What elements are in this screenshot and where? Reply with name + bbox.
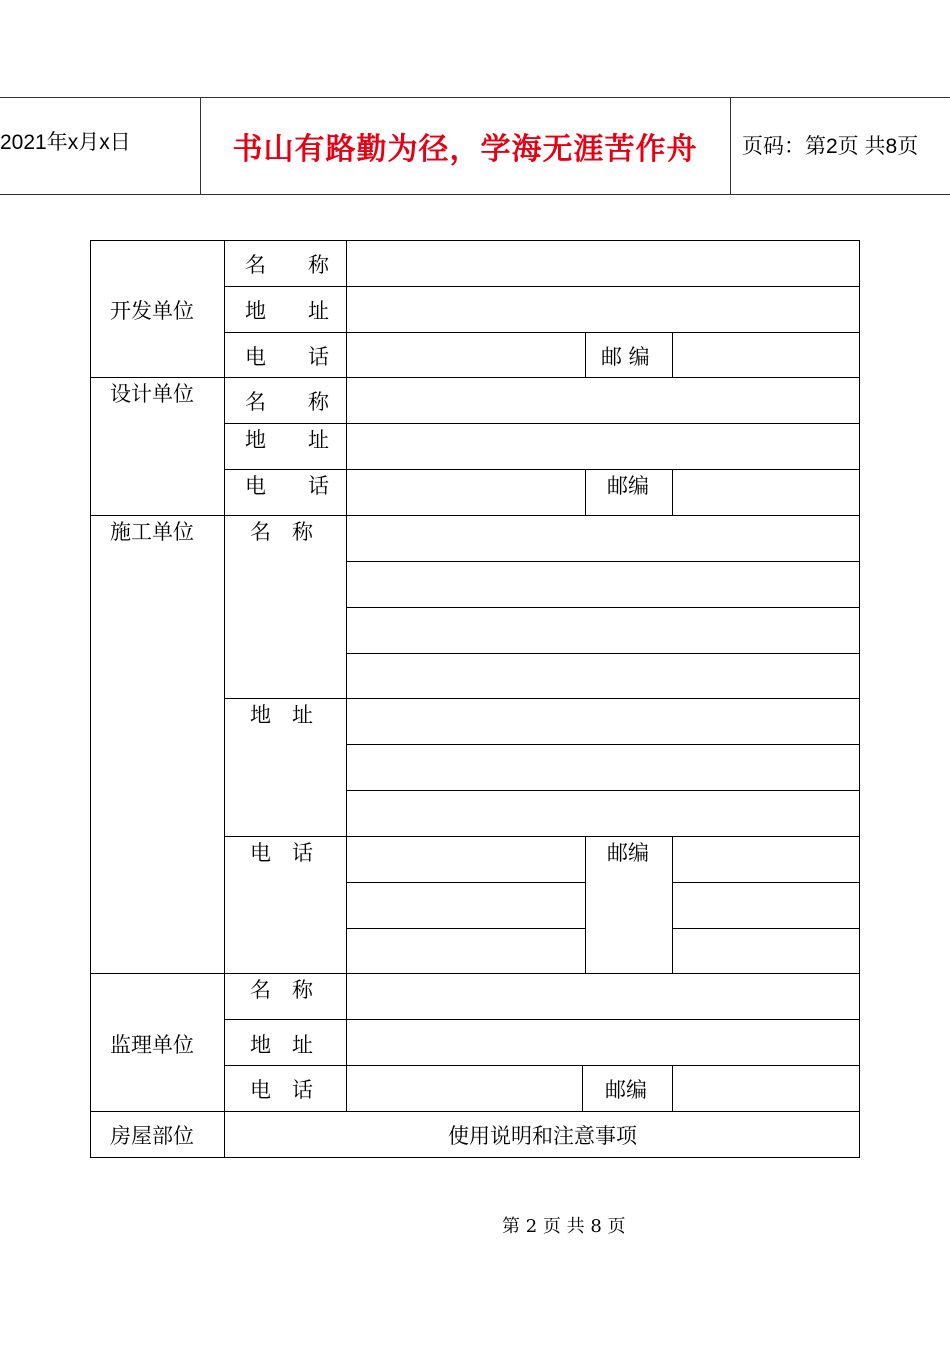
page-footer-number: 第 2 页 共 8 页 xyxy=(502,1216,626,1237)
developer-postcode-label: 邮 编 xyxy=(601,345,650,369)
table-row-divider xyxy=(346,561,860,562)
table-row-divider xyxy=(90,973,860,974)
table-row-divider xyxy=(90,1111,860,1112)
supervisor-postcode-label: 邮编 xyxy=(605,1078,647,1102)
table-row-divider xyxy=(346,928,586,929)
supervisor-unit-label: 监理单位 xyxy=(110,1033,194,1057)
supervisor-name-label: 名 称 xyxy=(250,978,313,1002)
table-border xyxy=(90,240,91,1158)
table-column-divider xyxy=(224,240,225,1158)
header-page-info: 页码：第2页 共8页 xyxy=(742,135,919,158)
table-row-divider xyxy=(224,423,860,424)
table-row-divider xyxy=(224,1065,860,1066)
table-row-divider xyxy=(224,332,860,333)
constructor-phone-label: 电 话 xyxy=(250,841,313,865)
designer-name-label: 名 称 xyxy=(245,390,329,414)
table-row-divider xyxy=(224,469,860,470)
registration-form-table xyxy=(90,240,860,1158)
table-row-divider xyxy=(346,607,860,608)
table-row-divider xyxy=(224,286,860,287)
table-row-divider xyxy=(346,790,860,791)
header-motto: 书山有路勤为径，学海无涯苦作舟 xyxy=(232,132,698,167)
table-row-divider xyxy=(346,882,586,883)
table-column-divider xyxy=(582,1065,583,1111)
table-border xyxy=(90,240,860,241)
designer-unit-label: 设计单位 xyxy=(110,382,194,406)
constructor-address-label: 地 址 xyxy=(250,703,313,727)
table-row-divider xyxy=(224,836,860,837)
developer-unit-label: 开发单位 xyxy=(110,299,194,323)
page-header xyxy=(0,97,950,195)
table-row-divider xyxy=(224,698,860,699)
table-row-divider xyxy=(90,377,860,378)
table-column-divider xyxy=(585,332,586,378)
table-column-divider xyxy=(346,240,347,1111)
table-column-divider xyxy=(672,1065,673,1111)
table-column-divider xyxy=(585,836,586,973)
table-row-divider xyxy=(90,515,860,516)
table-column-divider xyxy=(672,836,673,973)
constructor-name-label: 名 称 xyxy=(250,520,313,544)
house-part-label: 房屋部位 xyxy=(110,1124,194,1148)
supervisor-address-label: 地 址 xyxy=(250,1033,313,1057)
constructor-postcode-label: 邮编 xyxy=(607,841,649,865)
table-column-divider xyxy=(672,332,673,378)
table-row-divider xyxy=(346,744,860,745)
table-border xyxy=(90,1157,860,1158)
constructor-unit-label: 施工单位 xyxy=(110,520,194,544)
table-column-divider xyxy=(672,469,673,515)
header-date: 2021年x月x日 xyxy=(0,131,131,154)
designer-postcode-label: 邮编 xyxy=(607,474,649,498)
usage-notes-label: 使用说明和注意事项 xyxy=(448,1124,637,1148)
supervisor-phone-label: 电 话 xyxy=(250,1078,313,1102)
developer-name-label: 名 称 xyxy=(245,253,329,277)
table-row-divider xyxy=(224,1019,860,1020)
developer-phone-label: 电 话 xyxy=(245,345,329,369)
table-row-divider xyxy=(346,653,860,654)
developer-address-label: 地 址 xyxy=(245,299,329,323)
designer-address-label: 地 址 xyxy=(245,428,329,452)
table-row-divider xyxy=(673,882,860,883)
table-border xyxy=(859,240,860,1158)
table-column-divider xyxy=(585,469,586,515)
table-row-divider xyxy=(673,928,860,929)
header-divider xyxy=(730,98,731,194)
designer-phone-label: 电 话 xyxy=(245,474,329,498)
